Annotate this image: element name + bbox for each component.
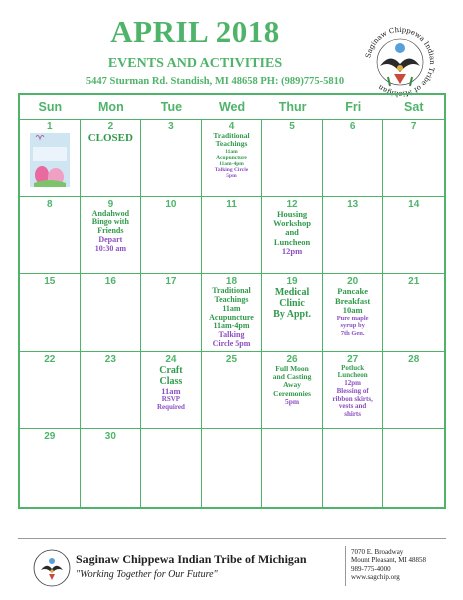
day-cell-3	[141, 119, 202, 197]
event-text: 11am	[225, 148, 238, 155]
day-number: 27	[347, 353, 359, 365]
event-text: 11am	[161, 385, 181, 396]
event-text: 11am-4pm	[219, 160, 244, 167]
day-number: 18	[225, 276, 238, 288]
day-number: 5	[289, 121, 295, 132]
day-cell-25	[202, 352, 263, 430]
event-text: Clinic	[279, 298, 305, 310]
day-number: 6	[349, 121, 356, 132]
footer-slogan: "Working Together for Our Future"	[76, 569, 218, 580]
day-cell-15	[20, 274, 81, 352]
day-number: 16	[104, 276, 116, 288]
page-title: APRIL 2018	[110, 14, 280, 49]
day-number: 25	[225, 353, 238, 365]
day-number: 3	[168, 121, 174, 132]
day-cell-18	[202, 274, 263, 352]
day-cell-5	[262, 119, 323, 197]
event-text: Full Moon	[275, 363, 309, 373]
day-number: 9	[107, 198, 114, 210]
easter-card-image	[30, 133, 70, 187]
event-text: 7th Gen.	[340, 329, 365, 337]
event-text: 12pm	[344, 379, 361, 388]
day-number: 4	[228, 121, 235, 132]
event-text: Traditional	[212, 286, 251, 296]
day-number: 22	[44, 353, 56, 365]
day-cell-2	[81, 119, 142, 197]
day-number: 1	[47, 121, 53, 132]
event-text: Craft	[159, 364, 183, 376]
event-text: Circle 5pm	[212, 338, 251, 348]
day-cell-26	[262, 352, 323, 430]
event-text: Blessing of	[336, 386, 369, 395]
event-text: Workshop	[273, 217, 311, 228]
event-text: Required	[156, 402, 185, 411]
event-text: Talking	[218, 330, 245, 340]
tribe-seal-logo	[360, 22, 440, 102]
page-subtitle: EVENTS AND ACTIVITIES	[107, 56, 283, 71]
event-text: 11am-4pm	[213, 321, 250, 331]
day-number: 26	[286, 353, 298, 365]
footer-vertical-divider	[345, 546, 346, 586]
event-text: Friends	[97, 226, 124, 236]
event-text: Medical	[274, 287, 310, 299]
day-cell-6	[323, 119, 384, 197]
event-text: CLOSED	[87, 132, 133, 144]
day-number: 10	[165, 198, 177, 210]
day-cell-14	[383, 197, 444, 275]
weekday-sun: Sun	[38, 100, 63, 114]
weekday-fri: Fri	[345, 100, 362, 114]
footer-phone: 989-775-4000	[351, 564, 391, 573]
day-cell-empty	[141, 429, 202, 507]
day-cell-empty	[202, 429, 263, 507]
day-cell-9	[81, 197, 142, 275]
weekday-header	[20, 95, 444, 120]
day-cell-27	[323, 352, 384, 430]
event-text: 5pm	[226, 172, 237, 179]
event-text: Acupuncture	[216, 154, 247, 161]
day-number: 28	[408, 353, 420, 365]
event-text: Andahwod	[91, 208, 130, 218]
day-cell-1	[20, 119, 81, 197]
day-cell-20	[323, 274, 384, 352]
event-text: RSVP	[161, 395, 181, 404]
weekday-wed: Wed	[218, 100, 246, 114]
event-text: 11am	[222, 303, 241, 313]
footer-divider-line	[18, 538, 446, 539]
day-cell-8	[20, 197, 81, 275]
day-number: 24	[165, 353, 177, 365]
day-number: 21	[408, 276, 420, 288]
event-text: Housing	[276, 208, 308, 219]
weekday-mon: Mon	[98, 100, 124, 114]
day-number: 20	[347, 276, 359, 288]
day-number: 30	[104, 431, 116, 443]
event-text: Luncheon	[273, 236, 311, 247]
day-cell-22	[20, 352, 81, 430]
day-number: 13	[347, 198, 359, 210]
event-text: Breakfast	[335, 295, 371, 306]
day-number: 2	[107, 121, 114, 132]
day-cell-10	[141, 197, 202, 275]
day-cell-7	[383, 119, 444, 197]
event-text: Class	[159, 375, 183, 387]
event-text: ribbon skirts,	[332, 394, 373, 403]
event-text: Depart	[98, 234, 123, 244]
day-cell-empty	[323, 429, 384, 507]
day-cell-17	[141, 274, 202, 352]
day-number: 7	[410, 121, 417, 132]
day-cell-28	[383, 352, 444, 430]
footer-address-line: 7070 E. Broadway	[351, 548, 404, 556]
day-cell-4	[202, 119, 263, 197]
footer-org-name: Saginaw Chippewa Indian Tribe of Michigan	[76, 552, 307, 566]
event-text: Away	[283, 380, 301, 390]
event-text: Teachings	[215, 139, 248, 149]
day-cell-11	[202, 197, 263, 275]
weekday-tue: Tue	[160, 100, 183, 114]
day-number: 23	[104, 353, 116, 365]
day-cell-empty	[383, 429, 444, 507]
event-text: and	[285, 227, 299, 238]
day-number: 19	[286, 276, 298, 288]
day-number: 12	[286, 198, 298, 210]
day-number: 8	[47, 198, 53, 210]
day-cell-21	[383, 274, 444, 352]
event-text: Ceremonies	[273, 388, 311, 398]
event-text: Potluck	[341, 363, 365, 372]
footer-website: www.sagchip.org	[351, 573, 400, 582]
day-cell-24	[141, 352, 202, 430]
event-text: syrup by	[340, 322, 365, 330]
day-cell-16	[81, 274, 142, 352]
weekday-thur: Thur	[278, 100, 307, 114]
event-text: 12pm	[281, 245, 303, 256]
event-text: and Casting	[272, 372, 312, 382]
footer-seal-logo	[32, 548, 72, 588]
day-number: 14	[408, 198, 420, 210]
event-text: Luncheon	[337, 371, 368, 380]
day-cell-12	[262, 197, 323, 275]
day-cell-empty	[262, 429, 323, 507]
contact-address: 5447 Sturman Rd. Standish, MI 48658 PH: (989)775-5810	[85, 76, 345, 87]
event-text: Pure maple	[336, 315, 369, 323]
day-cell-30	[81, 429, 142, 507]
day-number: 15	[44, 276, 56, 288]
day-number: 29	[44, 431, 56, 443]
event-text: Teachings	[214, 294, 249, 304]
event-text: 5pm	[284, 396, 300, 406]
day-cell-29	[20, 429, 81, 507]
day-number: 11	[226, 198, 237, 210]
event-text: Acupuncture	[209, 312, 254, 322]
day-cells	[20, 119, 444, 507]
event-text: Traditional	[213, 131, 250, 140]
event-text: vests and	[338, 402, 367, 411]
event-text: shirts	[344, 409, 361, 418]
event-text: By Appt.	[273, 309, 311, 321]
day-cell-13	[323, 197, 384, 275]
event-text: 10:30 am	[94, 243, 127, 253]
event-text: Bingo with	[91, 217, 129, 227]
event-text: Pancake	[337, 286, 368, 297]
day-number: 17	[165, 276, 177, 288]
event-text: Talking Circle	[214, 166, 249, 173]
footer-address	[351, 548, 426, 582]
event-text: 10am	[342, 304, 363, 315]
seal-text: Saginaw Chippewa Indian Tribe of Michigan	[364, 25, 437, 99]
footer-address-line: Mount Pleasant, MI 48858	[351, 556, 427, 565]
calendar-grid	[18, 93, 446, 509]
day-cell-19	[262, 274, 323, 352]
weekday-sat: Sat	[404, 100, 424, 114]
day-cell-23	[81, 352, 142, 430]
